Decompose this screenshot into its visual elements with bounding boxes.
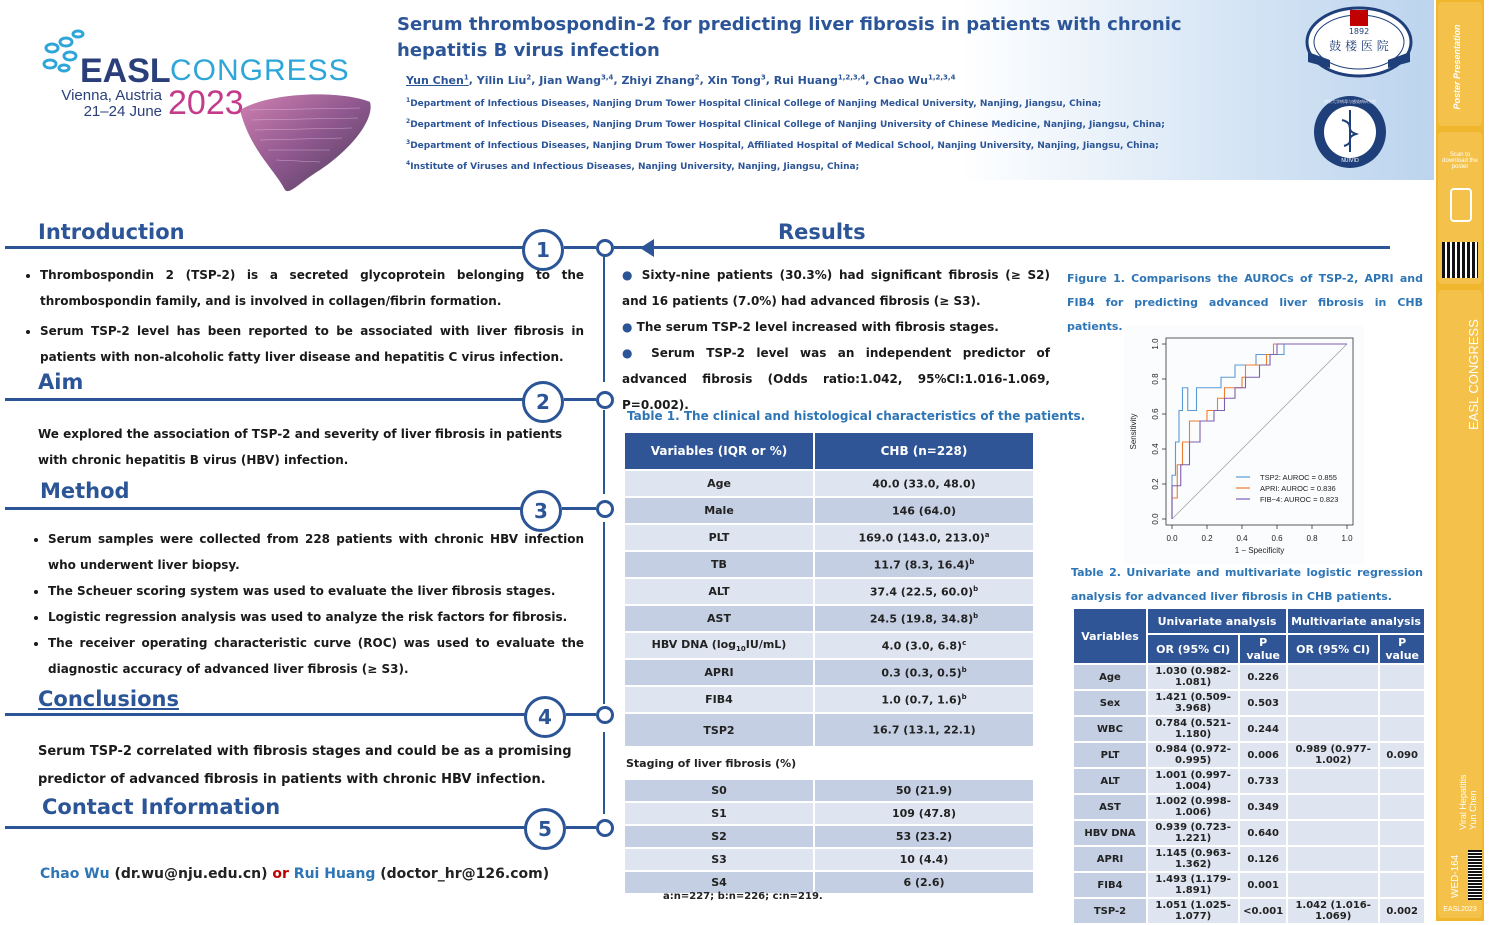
table2-cell-or2 [1287, 872, 1379, 898]
table2-cell-var: HBV DNA [1073, 820, 1147, 846]
results-line [652, 246, 1390, 249]
y-tick-label: 0.2 [1151, 478, 1160, 490]
results-item: ● The serum TSP-2 level increased with fibrosis stages. [622, 320, 999, 334]
x-axis-label: 1 − Specificity [1234, 546, 1285, 555]
table2-cell-p2 [1379, 664, 1425, 690]
method-item: • The receiver operating characteristic curve (ROC) was used to evaluate the diagnostic accuracy of advanced liver fibrosis (≥ S3). [48, 630, 584, 682]
table1-row [624, 578, 1034, 605]
table2-row [1073, 664, 1425, 690]
table1-stage-row [624, 825, 1034, 848]
introduction-item: • Serum TSP-2 level has been reported to be associated with liver fibrosis in patients with non-alcoholic fatty liver disease and hepatitis C virus infection. [40, 318, 584, 370]
table2-subheader: OR (95% CI) [1147, 634, 1239, 664]
table2-cell-or2: 0.989 (0.977-1.002) [1287, 742, 1379, 768]
table2-cell-p1: 0.226 [1239, 664, 1287, 690]
connector-line [566, 826, 596, 829]
vertical-connector [603, 410, 605, 494]
table1-staging-label: Staging of liver fibrosis (%) [624, 747, 1034, 779]
results-item: ● Serum TSP-2 level was an independent predictor of advanced fibrosis (Odds ratio:1.042, 95%CI:1.016-1.069, P=0.002). [622, 346, 1051, 412]
table1-header: CHB (n=228) [814, 432, 1034, 470]
table2-cell-p2: 0.002 [1379, 898, 1425, 924]
results-content [622, 262, 1050, 418]
table2-row [1073, 716, 1425, 742]
table1-stage-value: 53 (23.2) [814, 825, 1034, 848]
vertical-connector [603, 254, 605, 382]
table2-cell-p1: 0.349 [1239, 794, 1287, 820]
table1-row [624, 551, 1034, 578]
table2-cell-p1: 0.126 [1239, 846, 1287, 872]
table2-cell-or1: 0.984 (0.972-0.995) [1147, 742, 1239, 768]
table1-variable: HBV DNA $(\log_{10}IU/mL)$ [624, 632, 814, 659]
table2-cell-or2 [1287, 664, 1379, 690]
table2-cell-var: WBC [1073, 716, 1147, 742]
table2-row [1073, 742, 1425, 768]
table1-stage-row [624, 802, 1034, 825]
author-7: Chao Wu$^{1,2,3,4}$ [873, 73, 956, 87]
table2-row [1073, 794, 1425, 820]
table1-variable: Age [624, 470, 814, 497]
table2-row [1073, 690, 1425, 716]
table2-cell-or1: 0.784 (0.521-1.180) [1147, 716, 1239, 742]
y-tick-label: 1.0 [1151, 338, 1160, 350]
table1-row [624, 713, 1034, 747]
affiliation-4: $^4$Institute of Viruses and Infectious Diseases, Nanjing University, Nanjing, Jiangsu, China; [406, 160, 860, 172]
table2-header: Multivariate analysis [1287, 608, 1425, 634]
x-tick-label: 0.8 [1306, 534, 1318, 543]
aim-title: Aim [38, 370, 84, 394]
roc-chart [1124, 326, 1364, 564]
table2-cell-var: PLT [1073, 742, 1147, 768]
vertical-connector [603, 522, 605, 704]
poster-brand-box [1438, 2, 1482, 126]
table1-row [624, 659, 1034, 686]
barcode-icon [1468, 850, 1482, 900]
table2-cell-var: Sex [1073, 690, 1147, 716]
y-tick-label: 0.4 [1151, 443, 1160, 455]
contact-name-1: Chao Wu [40, 866, 110, 882]
vertical-connector [603, 732, 605, 814]
table2-cell-or1: 0.939 (0.723-1.221) [1147, 820, 1239, 846]
author-3: Jian Wang$^{3,4}$ [539, 73, 614, 87]
section-number-5: 5 [524, 808, 566, 850]
sidebar-topic: Viral Hepatitis [1458, 774, 1468, 830]
table2-row [1073, 820, 1425, 846]
table2 [1072, 607, 1426, 925]
legend-label: APRI: AUROC = 0.836 [1260, 484, 1336, 493]
table2-cell-or2 [1287, 716, 1379, 742]
table2-cell-p2 [1379, 794, 1425, 820]
table2-cell-or2 [1287, 846, 1379, 872]
table2-cell-p1: 0.640 [1239, 820, 1287, 846]
x-tick-label: 0.0 [1166, 534, 1178, 543]
introduction-content [18, 262, 584, 374]
contact-email-2[interactable]: (doctor_hr@126.com) [375, 866, 550, 882]
table2-cell-var: TSP-2 [1073, 898, 1147, 924]
table1-variable: APRI [624, 659, 814, 686]
liver-illustration [230, 90, 380, 200]
author-4: Zhiyi Zhang$^2$ [621, 73, 700, 87]
y-axis-label: Sensitivity [1129, 413, 1138, 450]
table2-header: Univariate analysis [1147, 608, 1287, 634]
table1-value: 0.3 (0.3, 0.5)$^b$ [814, 659, 1034, 686]
author-6: Rui Huang$^{1,2,3,4}$ [773, 73, 866, 87]
poster-presentation-label: Poster Presentation [1452, 24, 1462, 110]
sidebar-easl-label: EASL CONGRESS 2023 [1466, 319, 1496, 430]
congress-year: 2023 [168, 84, 244, 122]
table1-stage: S3 [624, 848, 814, 871]
table1-variable: TSP2 [624, 713, 814, 747]
table1-variable: PLT [624, 524, 814, 551]
congress-city: Vienna, Austria 21–24 June [61, 87, 162, 120]
table2-cell-or1: 1.493 (1.179-1.891) [1147, 872, 1239, 898]
connector-ring-3 [596, 500, 614, 518]
table1-variable: AST [624, 605, 814, 632]
legend-label: FIB−4: AUROC = 0.823 [1260, 495, 1339, 504]
table1-caption: Table 1. The clinical and histological characteristics of the patients. [627, 409, 1086, 423]
connector-ring-4 [596, 706, 614, 724]
section-number-3: 3 [520, 490, 562, 532]
results-title: Results [778, 220, 866, 244]
affiliation-3: $^3$Department of Infectious Diseases, Nanjing Drum Tower Hospital, Affiliated Hospital of Medical School, Nanjing University, Nanjing, Jiangsu, China; [406, 139, 1159, 151]
table2-cell-or2: 1.042 (1.016-1.069) [1287, 898, 1379, 924]
table1-row [624, 605, 1034, 632]
table2-header: Variables [1073, 608, 1147, 664]
table2-cell-p2 [1379, 716, 1425, 742]
y-tick-label: 0.0 [1151, 513, 1160, 525]
contact-email-1[interactable]: (dr.wu@nju.edu.cn) [109, 866, 273, 882]
poster-info-box [1438, 290, 1496, 918]
connector-ring-5 [596, 819, 614, 837]
qr-code-icon[interactable] [1442, 242, 1478, 278]
easl-hexagons-icon [40, 30, 84, 76]
table2-cell-or2 [1287, 768, 1379, 794]
download-box [1438, 132, 1482, 284]
table2-cell-or2 [1287, 794, 1379, 820]
table2-cell-p1: 0.244 [1239, 716, 1287, 742]
table1-variable: FIB4 [624, 686, 814, 713]
right-sidebar [1436, 0, 1496, 921]
method-title: Method [40, 479, 130, 503]
table2-cell-var: FIB4 [1073, 872, 1147, 898]
method-item: • Logistic regression analysis was used to analyze the risk factors for fibrosis. [48, 604, 584, 630]
table2-row [1073, 846, 1425, 872]
sidebar-author: Yun Chen [1468, 790, 1478, 830]
table1-row [624, 524, 1034, 551]
table1-stage-row [624, 848, 1034, 871]
affiliation-1: $^1$Department of Infectious Diseases, Nanjing Drum Tower Hospital Clinical College of Nanjing Medical University, Nanjing, Jiangsu, China; [406, 97, 1102, 109]
method-content [6, 526, 584, 682]
table1-stage-row [624, 779, 1034, 802]
connector-ring-2 [596, 391, 614, 409]
y-tick-label: 0.8 [1151, 373, 1160, 385]
contact-line [5, 826, 527, 829]
table1-value: 37.4 (22.5, 60.0)$^b$ [814, 578, 1034, 605]
table2-cell-or1: 1.001 (0.997-1.004) [1147, 768, 1239, 794]
table1-row [624, 686, 1034, 713]
table2-row [1073, 768, 1425, 794]
table1-stage: S4 [624, 871, 814, 894]
table2-cell-p2 [1379, 690, 1425, 716]
table1-stage: S0 [624, 779, 814, 802]
table2-cell-or1: 1.030 (0.982-1.081) [1147, 664, 1239, 690]
table1-value: 1.0 (0.7, 1.6)$^b$ [814, 686, 1034, 713]
introduction-title: Introduction [38, 220, 185, 244]
easl-word: EASL [80, 52, 171, 90]
table2-cell-p2 [1379, 846, 1425, 872]
method-line [5, 507, 527, 510]
table1-stage: S1 [624, 802, 814, 825]
method-item: • Serum samples were collected from 228 patients with chronic HBV infection who underwent liver biopsy. [48, 526, 584, 578]
nuivid-institute-seal [1312, 94, 1388, 170]
conclusions-line [5, 713, 527, 716]
table2-cell-or1: 1.421 (0.509-3.968) [1147, 690, 1239, 716]
connector-line [562, 507, 596, 510]
svg-text:1892: 1892 [1348, 27, 1370, 36]
table2-cell-var: APRI [1073, 846, 1147, 872]
x-tick-label: 1.0 [1341, 534, 1353, 543]
table1-value: 11.7 (8.3, 16.4)$^b$ [814, 551, 1034, 578]
conclusions-text: Serum TSP-2 correlated with fibrosis stages and could be as a promising predictor of advanced fibrosis in patients with chronic HBV infection. [38, 744, 572, 787]
aim-line [5, 398, 527, 401]
section-number-2: 2 [522, 381, 564, 423]
poster-title: Serum thrombospondin-2 for predicting liver fibrosis in patients with chronic hepatitis B virus infection [397, 14, 1182, 61]
affiliation-2: $^2$Department of Infectious Diseases, Nanjing Drum Tower Hospital Clinical College of Nanjing University of Chinese Medicine, Nanjing, Jiangsu, China; [406, 118, 1165, 130]
table2-cell-or2 [1287, 690, 1379, 716]
conclusions-title: Conclusions [38, 687, 179, 711]
table2-cell-p2 [1379, 820, 1425, 846]
scan-label: Scan to download the poster [1442, 152, 1478, 170]
author-list: Yun Chen$^1$, Yilin Liu$^2$, Jian Wang$^{3,4}$, Zhiyi Zhang$^2$, Xin Tong$^3$, Rui Huang$^{1,2,3,4}$, Chao Wu$^{1,2,3,4}$ [406, 73, 956, 87]
x-tick-label: 0.6 [1271, 534, 1283, 543]
aim-text: We explored the association of TSP-2 and severity of liver fibrosis in patients with chronic hepatitis B virus (HBV) infection. [38, 427, 563, 467]
table1-row [624, 497, 1034, 524]
author-5: Xin Tong$^3$ [707, 73, 766, 87]
table1-value: 16.7 (13.1, 22.1) [814, 713, 1034, 747]
table1-stage: S2 [624, 825, 814, 848]
introduction-item: • Thrombospondin 2 (TSP-2) is a secreted glycoprotein belonging to the thrombospondin family, and is involved in collagen/fibrin formation. [40, 262, 584, 314]
svg-text:鼓 楼 医 院: 鼓 楼 医 院 [1329, 39, 1389, 53]
table2-subheader: OR (95% CI) [1287, 634, 1379, 664]
table2-cell-or1: 1.051 (1.025-1.077) [1147, 898, 1239, 924]
drum-tower-hospital-seal [1300, 4, 1418, 80]
connector-line [566, 713, 596, 716]
table1-variable: TB [624, 551, 814, 578]
results-item: ● Sixty-nine patients (30.3%) had significant fibrosis (≥ S2) and 16 patients (7.0%) had advanced fibrosis (≥ S3). [622, 268, 1050, 308]
svg-text:NUIVID: NUIVID [1341, 158, 1359, 164]
author-2: Yilin Liu$^2$ [476, 73, 532, 87]
table2-cell-p1: 0.001 [1239, 872, 1287, 898]
table2-row [1073, 872, 1425, 898]
table1-value: 4.0 (3.0, 6.8)$^c$ [814, 632, 1034, 659]
contact-title: Contact Information [42, 795, 281, 819]
connector-line [564, 398, 596, 401]
congress-word: CONGRESS [170, 54, 350, 87]
easl-congress-logo [40, 30, 350, 200]
introduction-line [5, 246, 527, 249]
table2-cell-or2 [1287, 820, 1379, 846]
table1-row [624, 632, 1034, 659]
table1-value: 40.0 (33.0, 48.0) [814, 470, 1034, 497]
section-number-4: 4 [524, 696, 566, 738]
table1-value: 24.5 (19.8, 34.8)$^b$ [814, 605, 1034, 632]
table1-stage-value: 10 (4.4) [814, 848, 1034, 871]
table1-stage-value: 50 (21.9) [814, 779, 1034, 802]
table2-cell-p2 [1379, 872, 1425, 898]
contact-info [40, 866, 549, 882]
table1-variable: Male [624, 497, 814, 524]
table1-stage-value: 109 (47.8) [814, 802, 1034, 825]
table2-cell-var: AST [1073, 794, 1147, 820]
table2-cell-p1: 0.503 [1239, 690, 1287, 716]
table1 [623, 431, 1035, 895]
y-tick-label: 0.6 [1151, 408, 1160, 420]
table1-footnote: a:n=227; b:n=226; c:n=219. [663, 891, 823, 902]
table1-staging-row [624, 747, 1034, 779]
table2-cell-var: ALT [1073, 768, 1147, 794]
svg-text:南京大学病毒与感染病研究所: 南京大学病毒与感染病研究所 [1324, 99, 1376, 104]
table2-cell-p1: 0.733 [1239, 768, 1287, 794]
poster-code: WED-164 [1450, 854, 1461, 898]
table2-subheader: P value [1239, 634, 1287, 664]
x-tick-label: 0.2 [1201, 534, 1213, 543]
table1-value: 146 (64.0) [814, 497, 1034, 524]
x-tick-label: 0.4 [1236, 534, 1248, 543]
table2-cell-p2: 0.090 [1379, 742, 1425, 768]
table1-variable: ALT [624, 578, 814, 605]
contact-or: or [272, 866, 289, 882]
table2-caption: Table 2. Univariate and multivariate logistic regression analysis for advanced liver fibrosis in CHB patients. [1071, 566, 1423, 603]
method-item: • The Scheuer scoring system was used to evaluate the liver fibrosis stages. [48, 578, 584, 604]
connector-line [564, 246, 596, 249]
section-number-1: 1 [522, 229, 564, 271]
table2-subheader: P value [1379, 634, 1425, 664]
legend-label: TSP2: AUROC = 0.855 [1260, 473, 1337, 482]
table2-cell-p2 [1379, 768, 1425, 794]
table1-value: 169.0 (143.0, 213.0)$^a$ [814, 524, 1034, 551]
table2-cell-var: Age [1073, 664, 1147, 690]
table2-cell-or1: 1.002 (0.998-1.006) [1147, 794, 1239, 820]
table1-row [624, 470, 1034, 497]
table2-cell-p1: <0.001 [1239, 898, 1287, 924]
figure1-caption: Figure 1. Comparisons the AUROCs of TSP-2, APRI and FIB4 for predicting advanced liver fibrosis in CHB patients. [1067, 272, 1423, 333]
author-1: Yun Chen$^1$ [406, 73, 469, 87]
contact-name-2: Rui Huang [288, 866, 376, 882]
sidebar-tag: EASL2023 [1443, 906, 1477, 913]
connector-ring-1 [596, 239, 614, 257]
table2-row [1073, 898, 1425, 924]
phone-icon [1450, 188, 1472, 222]
table1-stage-value: 6 (2.6) [814, 871, 1034, 894]
table2-cell-or1: 1.145 (0.963-1.362) [1147, 846, 1239, 872]
table2-cell-p1: 0.006 [1239, 742, 1287, 768]
table1-header: Variables (IQR or %) [624, 432, 814, 470]
